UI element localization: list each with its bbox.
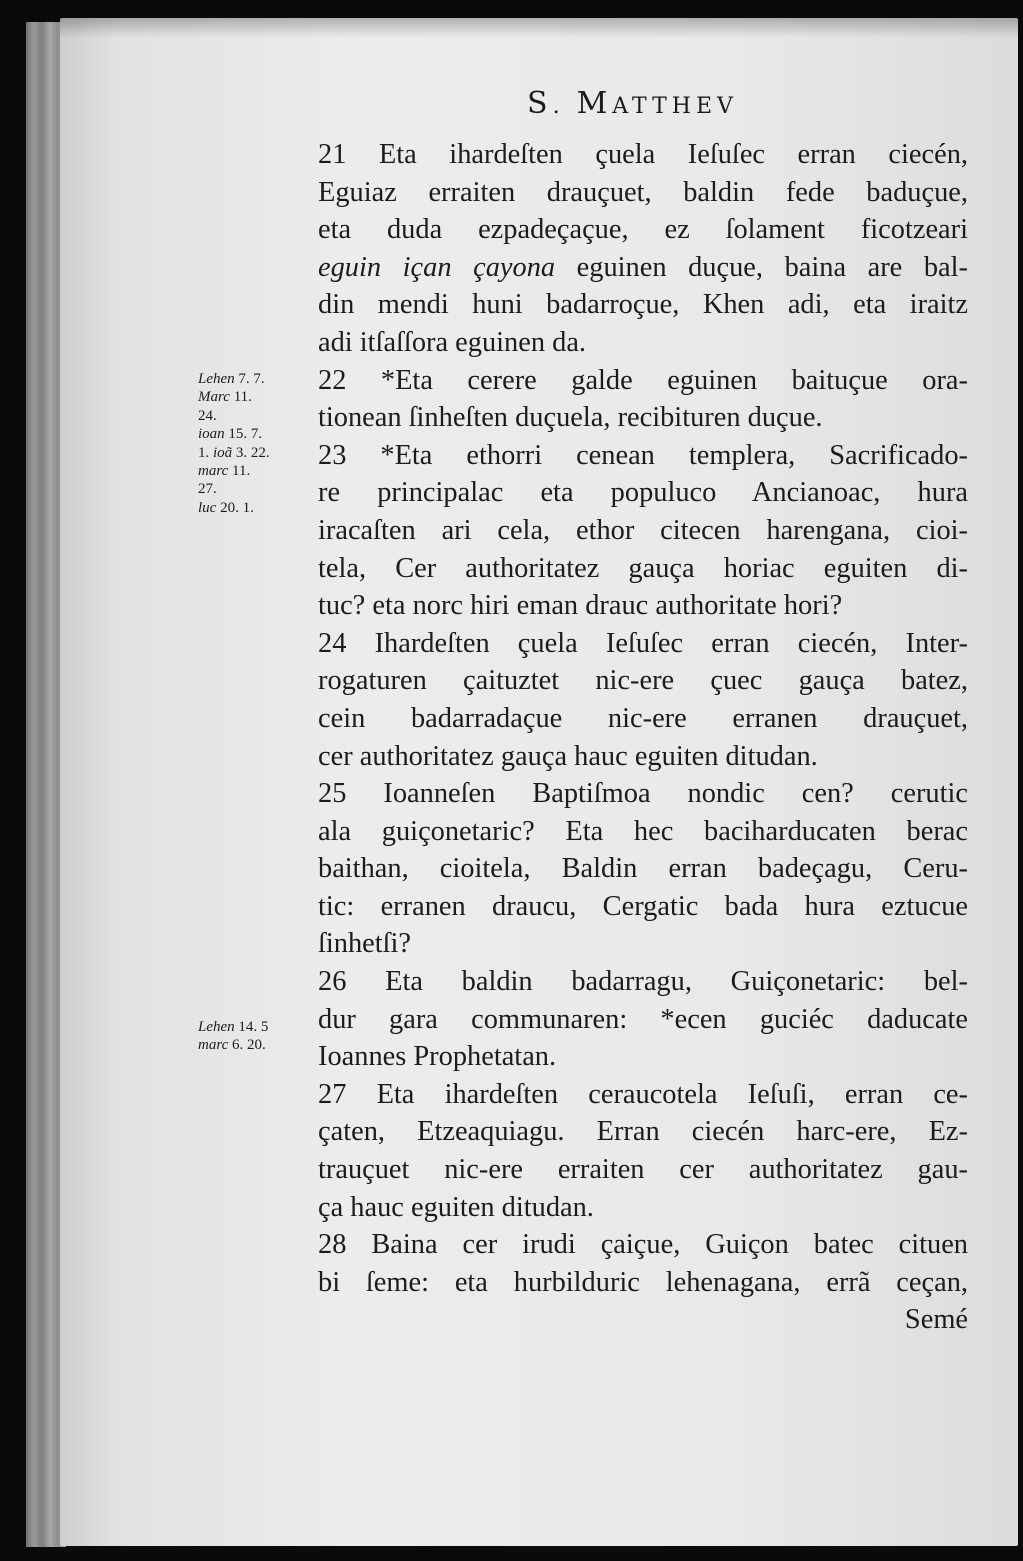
text-line: adi itſaſſora eguinen da.: [318, 326, 587, 358]
text-line: ſinhetſi?: [318, 928, 412, 960]
text-line: trauçuet nic-ere erraiten cer authoritatez gau-: [318, 1154, 968, 1186]
text-line: bi ſeme: eta hurbilduric lehenagana, errã ceçan,: [318, 1266, 968, 1298]
margin-reference: marc 11.: [198, 463, 251, 480]
margin-reference: Lehen 14. 5: [198, 1019, 269, 1035]
main-text-column: [318, 136, 968, 1339]
text-line: tionean ſinheſten duçuela, recibituren duçue.: [318, 402, 823, 434]
text-line: eta duda ezpadeçaçue, ez ſolament ficotzeari: [318, 214, 968, 246]
text-line: 23 *Eta ethorri cenean templera, Sacrificado-: [318, 439, 968, 471]
text-line: 21 Eta ihardeſten çuela Ieſuſec erran ciecén,: [318, 139, 968, 170]
margin-reference: Marc 11.: [198, 389, 252, 406]
margin-reference: Lehen 7. 7.: [198, 371, 265, 387]
margin-reference: marc 6. 20.: [198, 1037, 266, 1054]
text-line: Eguiaz erraiten drauçuet, baldin fede baduçue,: [318, 176, 968, 208]
text-line: ça hauc eguiten ditudan.: [318, 1191, 594, 1223]
running-head: S. MATTHEV: [527, 86, 738, 121]
text-line: baithan, cioitela, Baldin erran badeçagu, Ceru-: [318, 853, 968, 885]
text-line: çaten, Etzeaquiagu. Erran ciecén harc-ere, Ez-: [318, 1116, 968, 1148]
text-line: cer authoritatez gauça hauc eguiten ditudan.: [318, 740, 818, 772]
italic-phrase: eguin içan çayona: [318, 251, 556, 283]
margin-reference: 27.: [198, 481, 217, 498]
margin-reference: 24.: [198, 407, 217, 424]
text-line: 27 Eta ihardeſten ceraucotela Ieſuſi, erran ce-: [318, 1078, 968, 1110]
text-line: iracaſten ari cela, ethor citecen harengana, cioi-: [318, 514, 968, 546]
text-line: Semé: [904, 1304, 968, 1336]
page-top-shadow: [60, 18, 1018, 38]
margin-note-references-2: [198, 1018, 318, 1055]
text-line: tuc? eta norc hiri eman drauc authoritate hori?: [318, 590, 843, 622]
margin-reference: ioan 15. 7.: [198, 426, 263, 443]
text-line: 22 *Eta cerere galde eguinen baituçue ora-: [318, 364, 968, 396]
text-line: tela, Cer authoritatez gauça horiac eguiten di-: [318, 552, 968, 584]
text-line: ala guiçonetaric? Eta hec baciharducaten berac: [318, 815, 968, 847]
text-line: 26 Eta baldin badarragu, Guiçonetaric: bel-: [318, 966, 968, 998]
text-line: 25 Ioanneſen Baptiſmoa nondic cen? cerutic: [318, 778, 968, 810]
text-line: dur gara communaren: *ecen guciéc daducate: [318, 1003, 968, 1035]
text-line: eguin içan çayona eguinen duçue, baina are bal-: [318, 251, 968, 283]
text-line: din mendi huni badarroçue, Khen adi, eta iraitz: [318, 289, 968, 321]
text-line: tic: erranen draucu, Cergatic bada hura eztucue: [318, 890, 968, 922]
text-line: 24 Ihardeſten çuela Ieſuſec erran ciecén, Inter-: [318, 627, 968, 659]
text-line: cein badarradaçue nic-ere erranen drauçuet,: [318, 702, 968, 734]
text-line: Ioannes Prophetatan.: [318, 1041, 557, 1073]
margin-reference: luc 20. 1.: [198, 499, 254, 516]
margin-note-references-1: [198, 370, 318, 517]
text-line: re principalac eta populuco Ancianoac, hura: [318, 477, 968, 509]
text-line: rogaturen çaituztet nic-ere çuec gauça batez,: [318, 665, 968, 697]
text-line: 28 Baina cer irudi çaiçue, Guiçon batec cituen: [318, 1229, 968, 1261]
margin-reference: 1. ioã 3. 22.: [198, 444, 270, 461]
